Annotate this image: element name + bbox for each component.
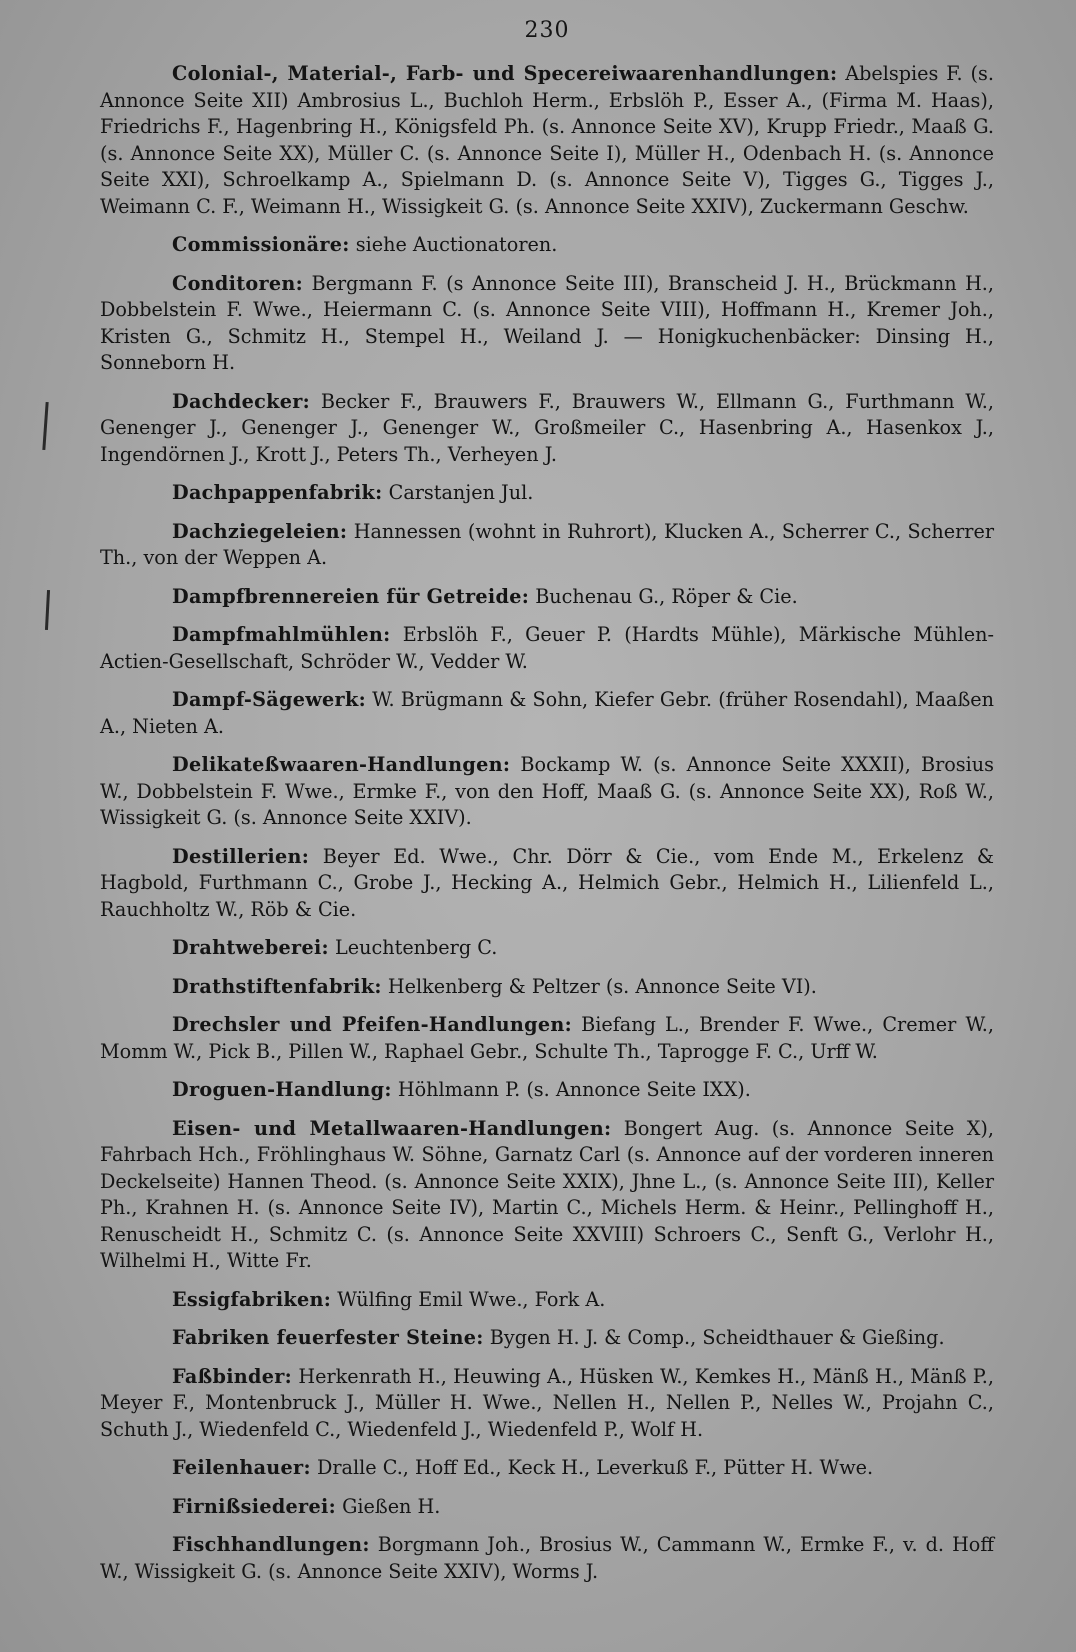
directory-entry	[100, 1364, 994, 1444]
entry-heading: Firnißsiederei:	[172, 1494, 336, 1518]
entry-text: Bockamp W. (s. Annonce Seite XXXII), Brosius W., Dobbelstein F. Wwe., Ermke F., von den Hoff, Maaß G. (s. Annonce Seite XX), Roß W., Wissigkeit G. (s. Annonce Seite XXIV).	[100, 753, 994, 829]
directory-entry	[100, 232, 994, 259]
entry-heading: Dampf-Sägewerk:	[172, 688, 366, 711]
entry-heading: Dachziegeleien:	[172, 519, 348, 543]
directory-entry	[100, 935, 994, 962]
entry-heading: Colonial-, Material-, Farb- und Specereiwaarenhandlungen:	[172, 62, 838, 85]
entry-heading: Conditoren:	[172, 271, 304, 295]
directory-entry	[100, 480, 994, 507]
entry-text: W. Brügmann & Sohn, Kiefer Gebr. (früher Rosendahl), Maaßen A., Nieten A.	[100, 688, 994, 738]
entry-heading: Dampfbrennereien für Getreide:	[172, 584, 530, 608]
page-number: 230	[524, 18, 570, 43]
entry-heading: Dachdecker:	[172, 389, 311, 413]
entry-heading: Faßbinder:	[172, 1364, 293, 1388]
entry-text: Helkenberg & Peltzer (s. Annonce Seite VI).	[387, 974, 817, 998]
directory-entry	[100, 687, 994, 740]
entry-heading: Eisen- und Metallwaaren-Handlungen:	[172, 1116, 612, 1140]
entry-text: Bongert Aug. (s. Annonce Seite X), Fahrbach Hch., Fröhlinghaus W. Söhne, Garnatz Carl (s. Annonce auf der vorderen inneren Deckelseite) Hannen Theod. (s. Annonce Seite XXIX), Jhne L., (s. Annonce Seite III), Keller Ph., Krahnen H. (s. Annonce Seite IV), Martin C., Michels Herm. & Heinr., Pellinghoff H., Renuscheidt H., Schmitz C. (s. Annonce Seite XXVIII) Schroers C., Senft G., Verlohr H., Wilhelmi H., Witte Fr.	[100, 1116, 994, 1272]
entry-text: Biefang L., Brender F. Wwe., Cremer W., Momm W., Pick B., Pillen W., Raphael Gebr., Schulte Th., Taprogge F. C., Urff W.	[100, 1013, 995, 1063]
entry-heading: Dachpappenfabrik:	[172, 481, 383, 504]
directory-entry	[100, 1012, 994, 1065]
entry-heading: Feilenhauer:	[172, 1456, 311, 1479]
entry-heading: Delikateßwaaren-Handlungen:	[172, 753, 511, 776]
directory-entry	[100, 1325, 994, 1352]
entry-text: Bygen H. J. & Comp., Scheidthauer & Gießing.	[489, 1326, 945, 1349]
entry-text: Leuchtenberg C.	[335, 936, 498, 959]
entry-heading: Fabriken feuerfester Steine:	[172, 1326, 484, 1349]
entry-heading: Drechsler und Pfeifen-Handlungen:	[172, 1013, 572, 1036]
entry-text: Wülfing Emil Wwe., Fork A.	[337, 1287, 606, 1311]
directory-entry	[100, 1455, 994, 1482]
entry-text: Carstanjen Jul.	[388, 481, 534, 504]
entry-text: Hannessen (wohnt in Ruhrort), Klucken A., Scherrer C., Scherrer Th., von der Weppen A.	[100, 519, 994, 569]
entry-text: Beyer Ed. Wwe., Chr. Dörr & Cie., vom Ende M., Erkelenz & Hagbold, Furthmann C., Grobe J., Hecking A., Helmich Gebr., Helmich H., Lilienfeld L., Rauchholtz W., Röb & Cie.	[100, 844, 994, 921]
entry-text: Borgmann Joh., Brosius W., Cammann W., Ermke F., v. d. Hoff W., Wissigkeit G. (s. Annonce Seite XXIV), Worms J.	[100, 1533, 994, 1583]
entry-text: siehe Auctionatoren.	[355, 233, 558, 256]
directory-entry	[100, 1494, 994, 1521]
entry-heading: Destillerien:	[172, 844, 310, 868]
directory-entry	[100, 584, 994, 611]
entry-text: Abelspies F. (s. Annonce Seite XII) Ambrosius L., Buchloh Herm., Erbslöh P., Esser A., (Firma M. Haas), Friedrichs F., Hagenbring H., Königsfeld Ph. (s. Annonce Seite XV), Krupp Friedr., Maaß G. (s. Annonce Seite XX), Müller C. (s. Annonce Seite I), Müller H., Odenbach H. (s. Annonce Seite XXI), Schroelkamp A., Spielmann D. (s. Annonce Seite V), Tigges G., Tigges J., Weimann C. F., Weimann H., Wissigkeit G. (s. Annonce Seite XXIV), Zuckermann Geschw.	[100, 62, 994, 218]
directory-entry	[100, 1116, 994, 1275]
margin-mark-lower	[45, 590, 50, 630]
entry-heading: Droguen-Handlung:	[172, 1078, 392, 1101]
directory-entry	[100, 61, 994, 220]
directory-entry	[100, 1287, 994, 1314]
directory-entry	[100, 1077, 994, 1104]
entry-text: Herkenrath H., Heuwing A., Hüsken W., Kemkes H., Mänß H., Mänß P., Meyer F., Montenbruck J., Müller H. Wwe., Nellen H., Nellen P., Nelles W., Projahn C., Schuth J., Wiedenfeld C., Wiedenfeld J., Wiedenfeld P., Wolf H.	[100, 1364, 995, 1441]
directory-entry	[100, 389, 994, 469]
entry-text: Erbslöh F., Geuer P. (Hardts Mühle), Märkische Mühlen-Actien-Gesellschaft, Schröder W., Vedder W.	[100, 623, 994, 673]
entry-text: Buchenau G., Röper & Cie.	[535, 584, 798, 608]
directory-entry	[100, 974, 994, 1001]
entry-heading: Dampfmahlmühlen:	[172, 623, 391, 646]
entry-text: Bergmann F. (s Annonce Seite III), Branscheid J. H., Brückmann H., Dobbelstein F. Wwe., Heiermann C. (s. Annonce Seite VIII), Hoffmann H., Kremer Joh., Kristen G., Schmitz H., Stempel H., Weiland J. — Honigkuchenbäcker: Dinsing H., Sonneborn H.	[100, 271, 995, 374]
directory-entry	[100, 844, 994, 924]
entry-text: Höhlmann P. (s. Annonce Seite IXX).	[397, 1078, 751, 1101]
margin-mark-upper	[42, 402, 48, 450]
entry-text: Becker F., Brauwers F., Brauwers W., Ellmann G., Furthmann W., Genenger J., Genenger J., Genenger W., Großmeiler C., Hasenbring A., Hasenkox J., Ingendörnen J., Krott J., Peters Th., Verheyen J.	[100, 389, 994, 466]
directory-entry	[100, 752, 994, 832]
directory-entry	[100, 622, 994, 675]
directory-entry	[100, 271, 994, 377]
entry-text: Gießen H.	[342, 1494, 441, 1518]
directory-entry	[100, 1532, 994, 1585]
directory-entries	[100, 61, 994, 1585]
entry-heading: Drathstiftenfabrik:	[172, 974, 382, 998]
directory-entry	[100, 519, 994, 572]
entry-heading: Essigfabriken:	[172, 1287, 332, 1311]
entry-heading: Commissionäre:	[172, 233, 350, 256]
entry-heading: Drahtweberei:	[172, 936, 329, 959]
entry-text: Dralle C., Hoff Ed., Keck H., Leverkuß F., Pütter H. Wwe.	[316, 1456, 874, 1479]
entry-heading: Fischhandlungen:	[172, 1533, 370, 1556]
